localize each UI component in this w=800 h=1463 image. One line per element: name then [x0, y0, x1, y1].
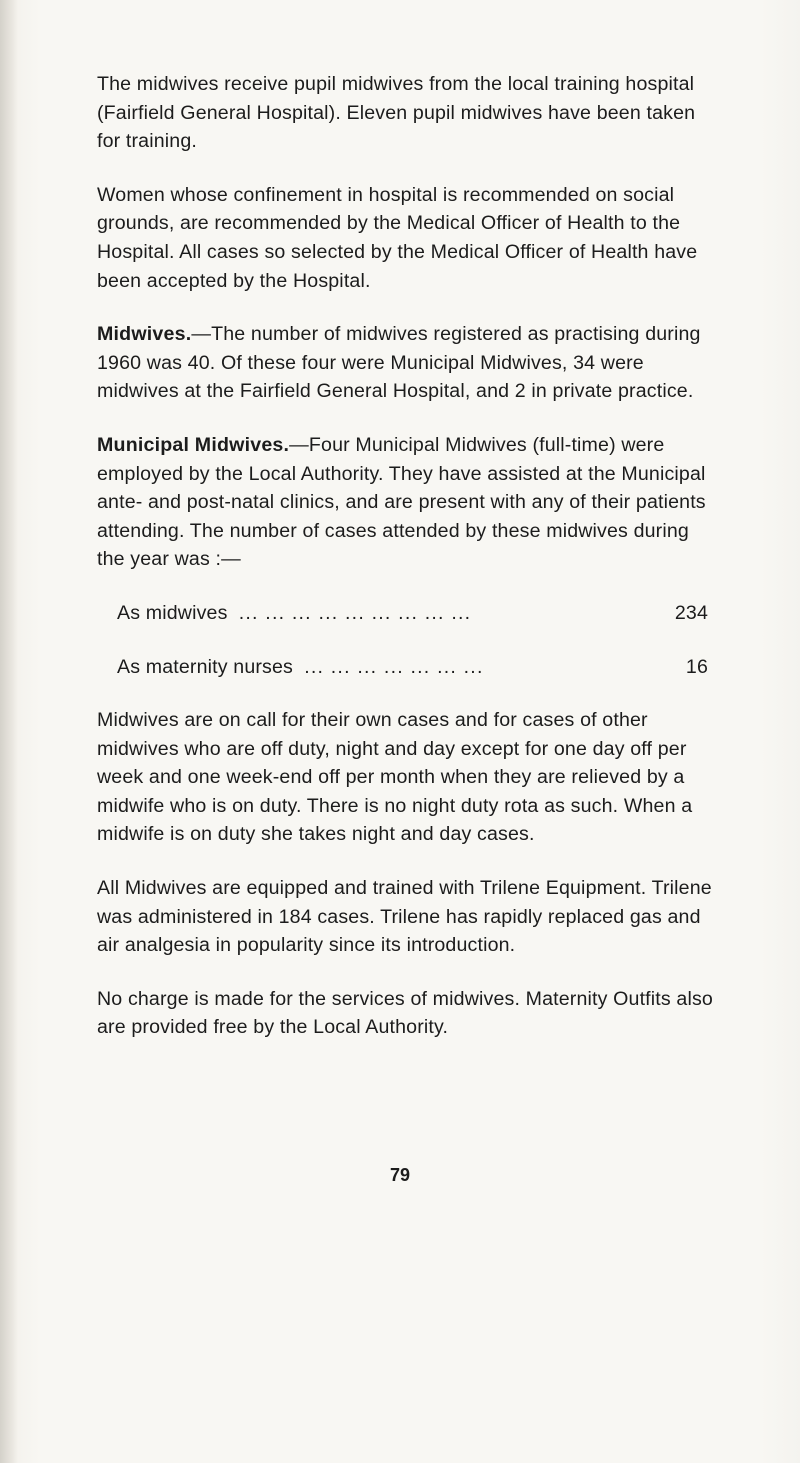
body-text — [97, 70, 719, 1067]
page-number: 79 — [389, 1165, 411, 1185]
paragraph-pupil-midwives: The midwives receive pupil midwives from the local training hospital (Fairfield General Hospital). Eleven pupil midwives have been taken for training. — [97, 73, 696, 153]
leader-dots: ... ... ... ... ... ... ... ... ... — [238, 601, 472, 624]
cases-label: As midwives — [117, 601, 228, 624]
municipal-midwives-body: —Four Municipal Midwives (full-time) were employed by the Local Authority. They have assisted at the Municipal ante- and post-natal clinics, and are present with any of their patients attending. The number of cases attended by these midwives during the year was :— — [97, 433, 706, 571]
cases-value: 16 — [685, 655, 708, 678]
leader-dots: ... ... ... ... ... ... ... — [304, 655, 484, 678]
paragraph-municipal-midwives — [97, 431, 719, 574]
cases-label: As maternity nurses — [117, 655, 293, 678]
cases-row-midwives — [97, 599, 717, 628]
cases-value: 234 — [674, 601, 708, 624]
paragraph-midwives — [97, 320, 719, 406]
paragraph-no-charge: No charge is made for the services of midwives. Maternity Outfits also are provided free by the Local Authority. — [97, 987, 713, 1039]
page-gutter-shadow — [0, 0, 18, 1463]
paragraph-trilene: All Midwives are equipped and trained with Trilene Equipment. Trilene was administered in 184 cases. Trilene has rapidly replaced gas and air analgesia in popularity since its introduction. — [97, 877, 712, 957]
heading-municipal-midwives: Municipal Midwives. — [97, 433, 290, 456]
paragraph-hospital-confinement: Women whose confinement in hospital is recommended on social grounds, are recommended by the Medical Officer of Health to the Hospital. All cases so selected by the Medical Officer of Health have been accepted by the Hospital. — [97, 183, 698, 292]
heading-midwives: Midwives. — [97, 323, 192, 346]
midwives-body: —The number of midwives registered as practising during 1960 was 40. Of these four were Municipal Midwives, 34 were midwives at the Fairfield General Hospital, and 2 in private practice. — [97, 323, 701, 403]
paragraph-on-call: Midwives are on call for their own cases and for cases of other midwives who are off duty, night and day except for one day off per week and one week-end off per month when they are relieved by a midwife who is on duty. There is no night duty rota as such. When a midwife is on duty she takes night and day cases. — [97, 709, 693, 846]
cases-row-maternity-nurses — [97, 653, 717, 682]
